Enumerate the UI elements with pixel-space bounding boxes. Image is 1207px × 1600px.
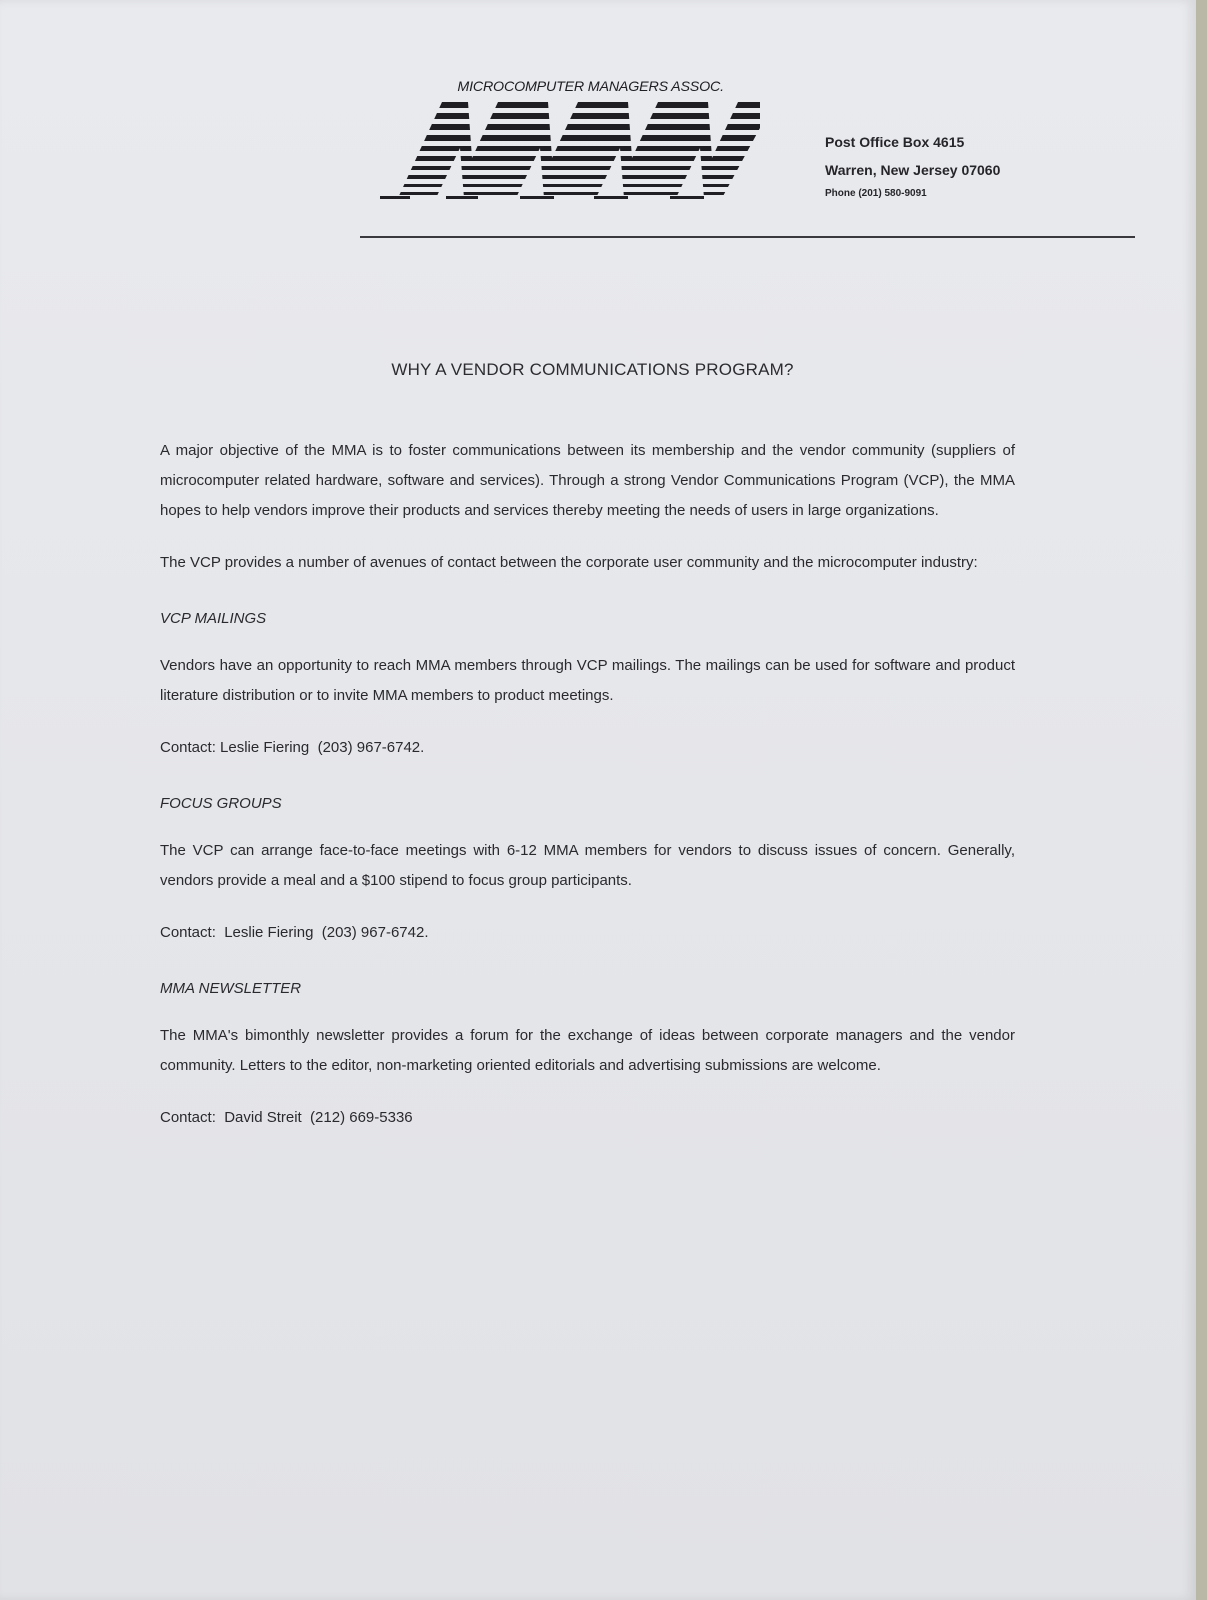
section-heading-focus-groups: FOCUS GROUPS xyxy=(160,795,282,812)
document-title: WHY A VENDOR COMMUNICATIONS PROGRAM? xyxy=(391,360,794,379)
intro-paragraph-2: The VCP provides a number of avenues of contact between the corporate user community and the microcomputer industry: xyxy=(160,554,978,571)
letterhead-divider xyxy=(360,236,1135,238)
letterhead xyxy=(360,70,1120,245)
section-contact-focus-groups: Contact: Leslie Fiering (203) 967-6742. xyxy=(160,924,429,941)
section-body-mma-newsletter: The MMA's bimonthly newsletter provides a forum for the exchange of ideas between corporate managers and the vendor community. Letters to the editor, non-marketing oriented editorials and advertising submissions are welcome. xyxy=(160,1027,1015,1074)
section-contact-vcp-mailings: Contact: Leslie Fiering (203) 967-6742. xyxy=(160,739,425,756)
mmma-logo xyxy=(380,98,760,208)
address-line-2: Warren, New Jersey 07060 xyxy=(825,162,1001,178)
section-body-focus-groups: The VCP can arrange face-to-face meetings with 6-12 MMA members for vendors to discuss issues of concern. Generally, vendors provide a meal and a $100 stipend to focus group participants. xyxy=(160,842,1015,889)
address-line-1: Post Office Box 4615 xyxy=(825,134,965,150)
intro-paragraph-1: A major objective of the MMA is to foster communications between its membership and the vendor community (suppliers of microcomputer related hardware, software and services). Through a strong Vendor Communications Program (VCP), the MMA hopes to help vendors improve their products and services thereby meeting the needs of users in large organizations. xyxy=(160,442,1015,519)
section-heading-mma-newsletter: MMA NEWSLETTER xyxy=(160,980,302,997)
mmma-logo-graphic xyxy=(380,98,760,208)
mailing-address xyxy=(825,128,1000,204)
document-body xyxy=(160,360,1015,1161)
phone-number: Phone (201) 580-9091 xyxy=(825,188,927,199)
section-body-vcp-mailings: Vendors have an opportunity to reach MMA members through VCP mailings. The mailings can be used for software and product literature distribution or to invite MMA members to product meetings. xyxy=(160,657,1015,704)
section-heading-vcp-mailings: VCP MAILINGS xyxy=(160,610,267,627)
organization-name: MICROCOMPUTER MANAGERS ASSOC. xyxy=(457,78,724,94)
section-contact-mma-newsletter: Contact: David Streit (212) 669-5336 xyxy=(160,1109,413,1126)
